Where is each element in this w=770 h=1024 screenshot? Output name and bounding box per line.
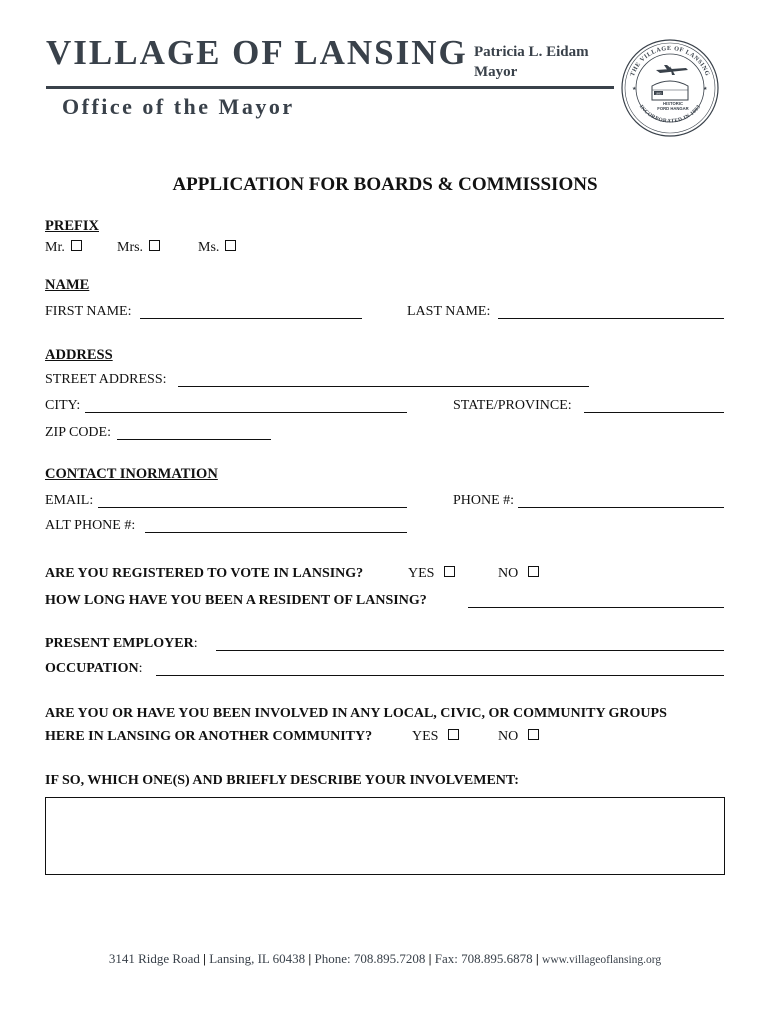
involved-question-line-1: ARE YOU OR HAVE YOU BEEN INVOLVED IN ANY LOCAL, CIVIC, OR COMMUNITY GROUPS [45,706,667,721]
mayor-name: Patricia L. Eidam [474,44,589,60]
registered-no-checkbox[interactable] [528,566,539,577]
resident-question: HOW LONG HAVE YOU BEEN A RESIDENT OF LANSING? [45,593,427,608]
city-field[interactable] [85,412,407,413]
last-name-field[interactable] [498,318,724,319]
header-divider [46,86,614,89]
state-field[interactable] [584,412,724,413]
seal-year: 1893 [655,91,662,96]
seal-top-text: THE VILLAGE OF LANSING [629,44,711,78]
checkbox-mrs[interactable] [149,240,160,251]
footer-fax: Fax: 708.895.6878 [434,951,533,966]
involved-question-line-2: HERE IN LANSING OR ANOTHER COMMUNITY? [45,729,373,744]
employer-label: PRESENT EMPLOYER: [45,636,198,651]
footer-website-link[interactable]: www.villageoflansing.org [542,954,662,966]
name-heading: NAME [45,277,90,293]
involved-no-option[interactable]: NO [498,729,539,745]
prefix-option-ms[interactable]: Ms. [198,240,236,256]
resident-field[interactable] [468,607,724,608]
checkbox-mr[interactable] [71,240,82,251]
email-field[interactable] [98,507,407,508]
zip-field[interactable] [117,439,271,440]
last-name-label: LAST NAME: [407,304,491,319]
involved-yes-checkbox[interactable] [448,729,459,740]
village-seal-icon [620,38,720,138]
first-name-label: FIRST NAME: [45,304,132,319]
checkbox-ms[interactable] [225,240,236,251]
alt-phone-label: ALT PHONE #: [45,518,136,533]
contact-heading: CONTACT INORMATION [45,466,218,482]
describe-question: IF SO, WHICH ONE(S) AND BRIEFLY DESCRIBE YOUR INVOLVEMENT: [45,773,519,788]
first-name-field[interactable] [140,318,362,319]
prefix-option-mr[interactable]: Mr. [45,240,82,256]
footer-phone: Phone: 708.895.7208 [314,951,426,966]
city-label: CITY: [45,398,81,413]
prefix-option-mrs[interactable]: Mrs. [117,240,160,256]
footer-address: 3141 Ridge Road [108,951,200,966]
form-title: APPLICATION FOR BOARDS & COMMISSIONS [172,174,598,195]
registered-question: ARE YOU REGISTERED TO VOTE IN LANSING? [45,566,364,581]
street-address-label: STREET ADDRESS: [45,372,167,387]
footer: 3141 Ridge Road | Lansing, IL 60438 | Phone: 708.895.7208 | Fax: 708.895.6878 | www.villageoflansing.org [108,951,662,966]
address-heading: ADDRESS [45,347,113,363]
involved-yes-option[interactable]: YES [412,729,459,745]
email-label: EMAIL: [45,493,94,508]
svg-text:★: ★ [632,87,637,92]
prefix-heading: PREFIX [45,218,99,234]
mayor-title: Mayor [474,64,518,80]
phone-field[interactable] [518,507,724,508]
village-title: VILLAGE OF LANSING [46,33,468,72]
seal-center-line-1: HISTORIC [663,101,683,106]
involved-no-checkbox[interactable] [528,729,539,740]
phone-label: PHONE #: [453,493,515,508]
svg-text:★: ★ [703,87,708,92]
seal-bottom-text: INCORPORATED IN 1893 [637,104,703,125]
involvement-description-box[interactable] [45,797,725,875]
registered-no-option[interactable]: NO [498,566,539,582]
alt-phone-field[interactable] [145,532,407,533]
seal-center-line-2: FORD HANGAR [657,106,689,111]
state-label: STATE/PROVINCE: [453,398,572,413]
occupation-label: OCCUPATION: [45,661,143,676]
employer-field[interactable] [216,650,724,651]
registered-yes-option[interactable]: YES [408,566,455,582]
street-address-field[interactable] [178,386,589,387]
office-subtitle: Office of the Mayor [62,94,295,119]
occupation-field[interactable] [156,675,724,676]
footer-city: Lansing, IL 60438 [209,951,306,966]
registered-yes-checkbox[interactable] [444,566,455,577]
zip-label: ZIP CODE: [45,425,111,440]
